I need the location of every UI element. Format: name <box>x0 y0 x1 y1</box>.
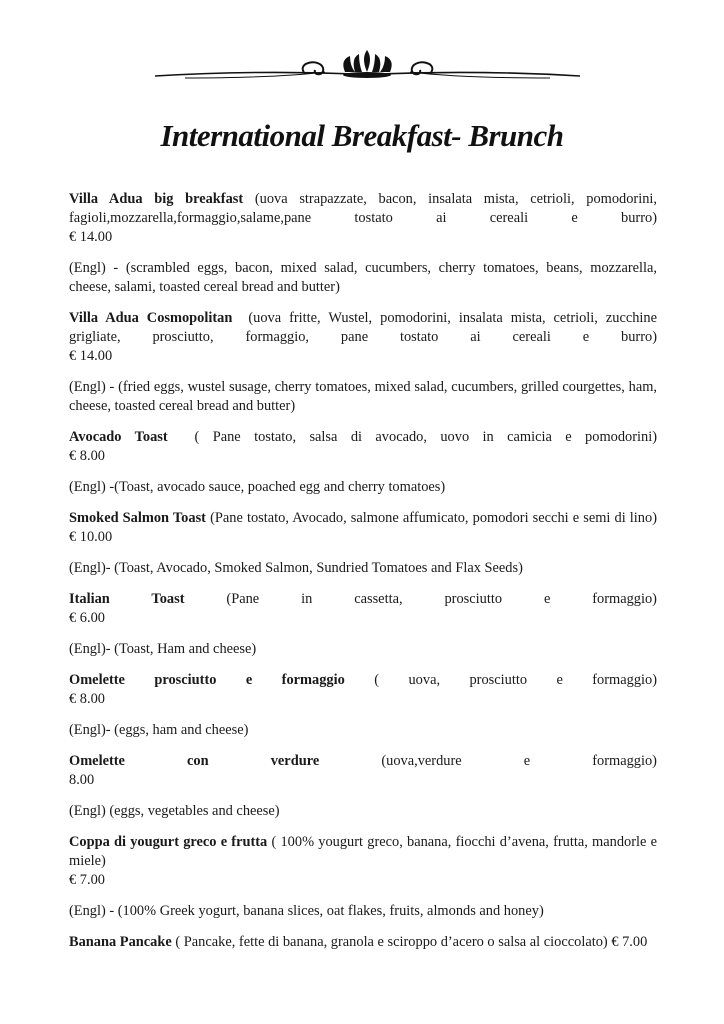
item-price: € 6.00 <box>69 610 105 626</box>
item-name: Omelette con verdure <box>69 753 320 769</box>
item-english: (Engl)- (Toast, Avocado, Smoked Salmon, Sundried Tomatoes and Flax Seeds) <box>69 560 523 576</box>
item-name: Banana Pancake <box>69 934 172 950</box>
item-price: € 7.00 <box>611 934 648 950</box>
menu-list <box>69 190 657 964</box>
item-price: € 8.00 <box>69 691 105 707</box>
menu-item <box>69 933 657 952</box>
item-description: ( uova, prosciutto e formaggio) <box>374 672 658 688</box>
page-title: International Breakfast- Brunch <box>160 118 564 153</box>
item-description: ( Pancake, fette di banana, granola e sciroppo d’acero o salsa al cioccolato) <box>175 934 608 950</box>
item-description: ( 100% yougurt greco, banana, fiocchi d’avena, frutta, mandorle e miele) <box>69 834 657 869</box>
menu-item <box>69 671 657 709</box>
item-price: € 8.00 <box>69 448 105 464</box>
item-name: Omelette prosciutto e formaggio <box>69 672 345 688</box>
item-name: Coppa di yougurt greco e frutta <box>69 834 268 850</box>
item-description: (uova strapazzate, bacon, insalata mista, cetrioli, pomodorini, fagioli,mozzarella,formaggio,salame,pane tostato ai cereali e burro) <box>69 191 657 226</box>
decorative-flourish-icon <box>155 48 580 88</box>
item-price: € 7.00 <box>69 872 105 888</box>
item-english: (Engl)- (Toast, Ham and cheese) <box>69 641 257 657</box>
menu-item <box>69 428 657 466</box>
item-name: Smoked Salmon Toast <box>69 510 206 526</box>
item-description: (Pane tostato, Avocado, salmone affumicato, pomodori secchi e semi di lino) <box>210 510 657 526</box>
menu-item <box>69 190 657 247</box>
item-english: (Engl) - (scrambled eggs, bacon, mixed salad, cucumbers, cherry tomatoes, beans, mozzarella, cheese, salami, toasted cereal bread and butter) <box>69 260 657 295</box>
menu-item <box>69 590 657 628</box>
item-english: (Engl) - (fried eggs, wustel susage, cherry tomatoes, mixed salad, cucumbers, grilled courgettes, ham, cheese, toasted cereal bread and butter) <box>69 379 657 414</box>
item-name: Italian Toast <box>69 591 185 607</box>
item-price: € 14.00 <box>69 229 113 245</box>
item-description: ( Pane tostato, salsa di avocado, uovo in camicia e pomodorini) <box>194 429 657 445</box>
menu-item <box>69 509 657 547</box>
item-description: (uova fritte, Wustel, pomodorini, insalata mista, cetrioli, zucchine grigliate, prosciutto, formaggio, pane tostato ai cereali e burro) <box>69 310 658 345</box>
item-english: (Engl)- (eggs, ham and cheese) <box>69 722 249 738</box>
menu-item <box>69 752 657 790</box>
item-price: 8.00 <box>69 772 95 788</box>
item-description: (uova,verdure e formaggio) <box>381 753 657 769</box>
item-english: (Engl) -(Toast, avocado sauce, poached egg and cherry tomatoes) <box>69 479 446 495</box>
item-price: € 10.00 <box>69 529 113 545</box>
menu-item <box>69 309 657 366</box>
item-price: € 14.00 <box>69 348 113 364</box>
menu-item <box>69 833 657 890</box>
item-english: (Engl) - (100% Greek yogurt, banana slices, oat flakes, fruits, almonds and honey) <box>69 903 544 919</box>
item-english: (Engl) (eggs, vegetables and cheese) <box>69 803 280 819</box>
item-description: (Pane in cassetta, prosciutto e formaggio) <box>226 591 657 607</box>
item-name: Villa Adua Cosmopolitan <box>69 310 233 326</box>
item-name: Avocado Toast <box>69 429 168 445</box>
item-name: Villa Adua big breakfast <box>69 191 244 207</box>
